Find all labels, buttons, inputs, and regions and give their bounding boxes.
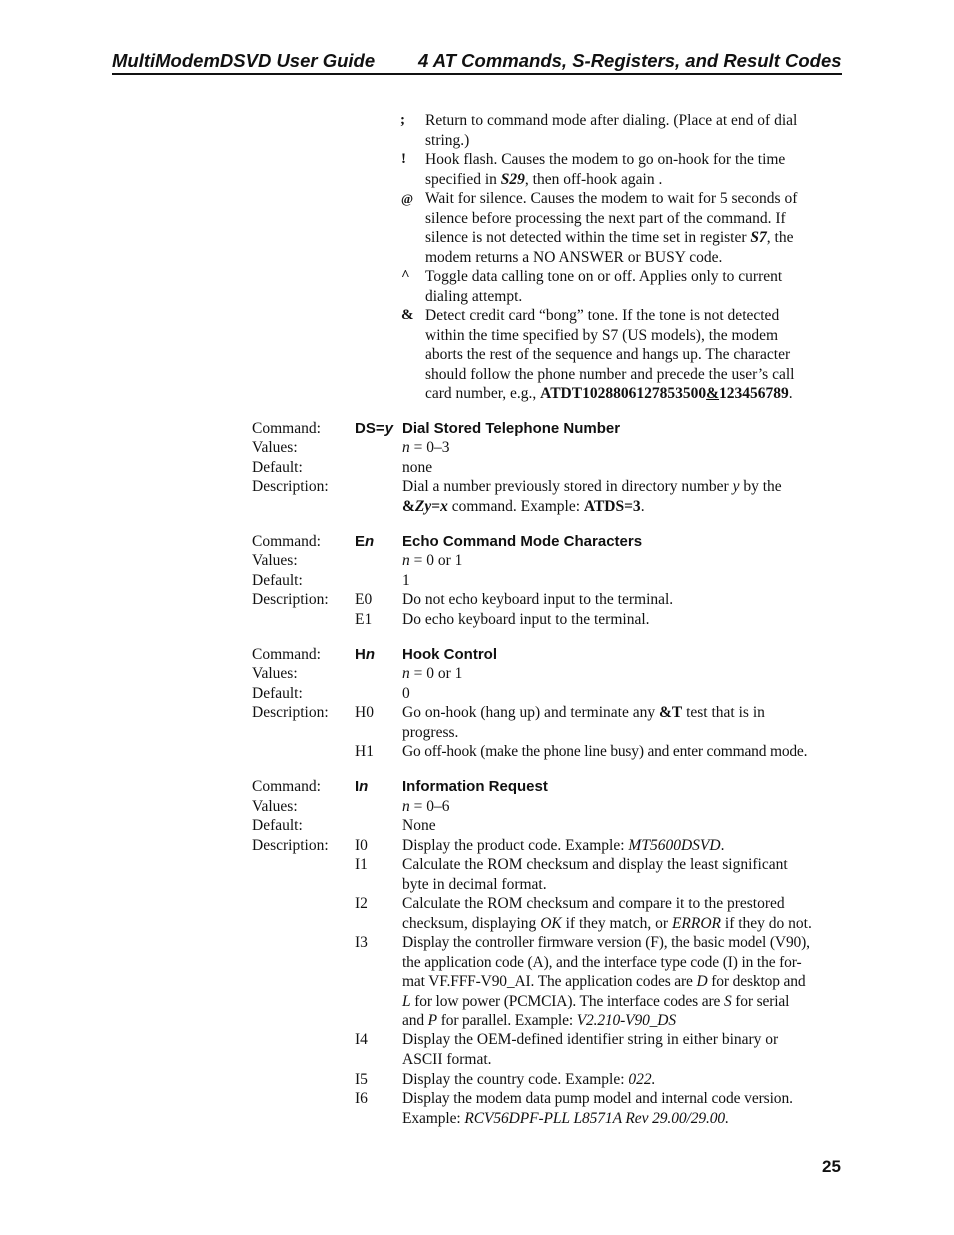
- text-line: aborts the rest of the sequence and hangs up. The character: [425, 346, 791, 363]
- command-label: Command:: [252, 778, 321, 795]
- option-text: Do not echo keyboard input to the terminal.: [402, 591, 674, 608]
- text-line: progress.: [402, 723, 459, 741]
- modifier-description: [425, 267, 855, 306]
- text-line: card number, e.g., ATDT1028806127853500&123456789.: [425, 385, 793, 402]
- text-line: ASCII format.: [402, 1050, 492, 1068]
- option-text: [402, 933, 857, 1031]
- page-header: [112, 47, 842, 73]
- text-line: Hook flash. Causes the modem to go on-hook for the time: [425, 151, 786, 168]
- text-line: silence before processing the next part of the command. If: [425, 209, 786, 227]
- option-text: [402, 703, 857, 742]
- option-code: I5: [355, 1071, 368, 1088]
- modifier-symbol: &: [401, 307, 414, 323]
- text-line: Dial a number previously stored in directory number y by the: [402, 478, 782, 495]
- text-line: and P for parallel. Example: V2.210-V90_DS: [402, 1012, 676, 1029]
- option-code: I6: [355, 1090, 368, 1107]
- command-code: DS=y: [355, 420, 393, 437]
- text-line: Display the OEM-defined identifier string in either binary or: [402, 1031, 779, 1048]
- text-line: modem returns a NO ANSWER or BUSY code.: [425, 248, 723, 266]
- text-line: Display the modem data pump model and internal code version.: [402, 1090, 793, 1107]
- values-text: n = 0 or 1: [402, 665, 463, 682]
- default-value: None: [402, 817, 436, 834]
- default-label: Default:: [252, 817, 303, 834]
- text-line: silence is not detected within the time set in register S7, the: [425, 229, 794, 246]
- text-line: &Zy=x command. Example: ATDS=3.: [402, 497, 645, 515]
- text-line: L for low power (PCMCIA). The interface codes are S for serial: [402, 992, 790, 1010]
- option-code: I3: [355, 934, 368, 951]
- text-line: string.): [425, 131, 470, 149]
- modifier-description: [425, 150, 855, 189]
- command-title: Information Request: [402, 778, 548, 795]
- values-label: Values:: [252, 665, 298, 682]
- text-line: byte in decimal format.: [402, 875, 547, 893]
- values-text: n = 0–6: [402, 798, 450, 815]
- command-label: Command:: [252, 646, 321, 663]
- text-line: specified in S29, then off-hook again .: [425, 170, 663, 188]
- text-line: Calculate the ROM checksum and display the least significant: [402, 856, 788, 873]
- values-text: n = 0 or 1: [402, 552, 463, 569]
- default-value: 1: [402, 572, 410, 589]
- modifier-description: [425, 111, 855, 150]
- option-code: E0: [355, 591, 373, 608]
- option-code: I2: [355, 895, 368, 912]
- text-line: checksum, displaying OK if they match, or ERROR if they do not.: [402, 914, 812, 932]
- values-text: n = 0–3: [402, 439, 450, 456]
- default-value: 0: [402, 685, 410, 702]
- header-rule: [112, 73, 842, 75]
- text-line: Calculate the ROM checksum and compare it to the prestored: [402, 895, 785, 912]
- values-label: Values:: [252, 439, 298, 456]
- text-line: Example: RCV56DPF-PLL L8571A Rev 29.00/29.00.: [402, 1109, 729, 1127]
- default-label: Default:: [252, 459, 303, 476]
- command-code: In: [355, 778, 369, 795]
- chapter-title: 4 AT Commands, S-Registers, and Result Codes: [418, 50, 842, 71]
- description-label: Description:: [252, 591, 329, 608]
- description-label: Description:: [252, 837, 329, 854]
- text-line: mat VF.FFF-V90_AI. The application codes are D for desktop and: [402, 973, 806, 990]
- description-label: Description:: [252, 478, 329, 495]
- text-line: within the time specified by S7 (US models), the modem: [425, 326, 779, 344]
- option-code: H1: [355, 743, 374, 760]
- command-code: Hn: [355, 646, 376, 663]
- text-line: Wait for silence. Causes the modem to wait for 5 seconds of: [425, 190, 798, 207]
- default-label: Default:: [252, 685, 303, 702]
- text-line: Toggle data calling tone on or off. Applies only to current: [425, 268, 783, 285]
- command-code: En: [355, 533, 375, 550]
- option-code: H0: [355, 704, 374, 721]
- option-code: I1: [355, 856, 368, 873]
- option-text: [402, 855, 857, 894]
- modifier-symbol: !: [401, 151, 406, 167]
- option-text: [402, 1089, 857, 1128]
- text-line: should follow the phone number and precede the user’s call: [425, 365, 795, 383]
- option-code: I4: [355, 1031, 368, 1048]
- option-text: Do echo keyboard input to the terminal.: [402, 611, 650, 628]
- values-label: Values:: [252, 798, 298, 815]
- text-line: dialing attempt.: [425, 287, 523, 305]
- description-label: Description:: [252, 704, 329, 721]
- command-title: Hook Control: [402, 646, 497, 663]
- command-label: Command:: [252, 420, 321, 437]
- values-label: Values:: [252, 552, 298, 569]
- option-text: Display the country code. Example: 022.: [402, 1071, 656, 1088]
- modifier-symbol: @: [401, 191, 414, 206]
- command-label: Command:: [252, 533, 321, 550]
- default-label: Default:: [252, 572, 303, 589]
- guide-title: MultiModemDSVD User Guide: [112, 50, 376, 71]
- option-text: Display the product code. Example: MT5600DSVD.: [402, 837, 725, 854]
- option-text: [402, 894, 857, 933]
- option-text: Go off-hook (make the phone line busy) and enter command mode.: [402, 743, 808, 760]
- description-text: [402, 477, 857, 516]
- text-line: Return to command mode after dialing. (Place at end of dial: [425, 112, 798, 129]
- text-line: Display the controller firmware version (F), the basic model (V90),: [402, 934, 810, 951]
- modifier-symbol: ^: [401, 268, 410, 284]
- option-text: [402, 1030, 857, 1069]
- option-code: E1: [355, 611, 373, 628]
- modifier-description: [425, 189, 855, 267]
- text-line: the application code (A), and the interface type code (I) in the for-: [402, 953, 802, 971]
- option-code: I0: [355, 837, 368, 854]
- command-title: Echo Command Mode Characters: [402, 533, 643, 550]
- command-title: Dial Stored Telephone Number: [402, 420, 621, 437]
- modifier-description: [425, 306, 855, 404]
- modifier-symbol: ;: [400, 112, 405, 128]
- page-number: 25: [822, 1157, 841, 1176]
- text-line: Go on-hook (hang up) and terminate any &T test that is in: [402, 704, 765, 721]
- text-line: Detect credit card “bong” tone. If the tone is not detected: [425, 307, 780, 324]
- default-value: none: [402, 459, 433, 476]
